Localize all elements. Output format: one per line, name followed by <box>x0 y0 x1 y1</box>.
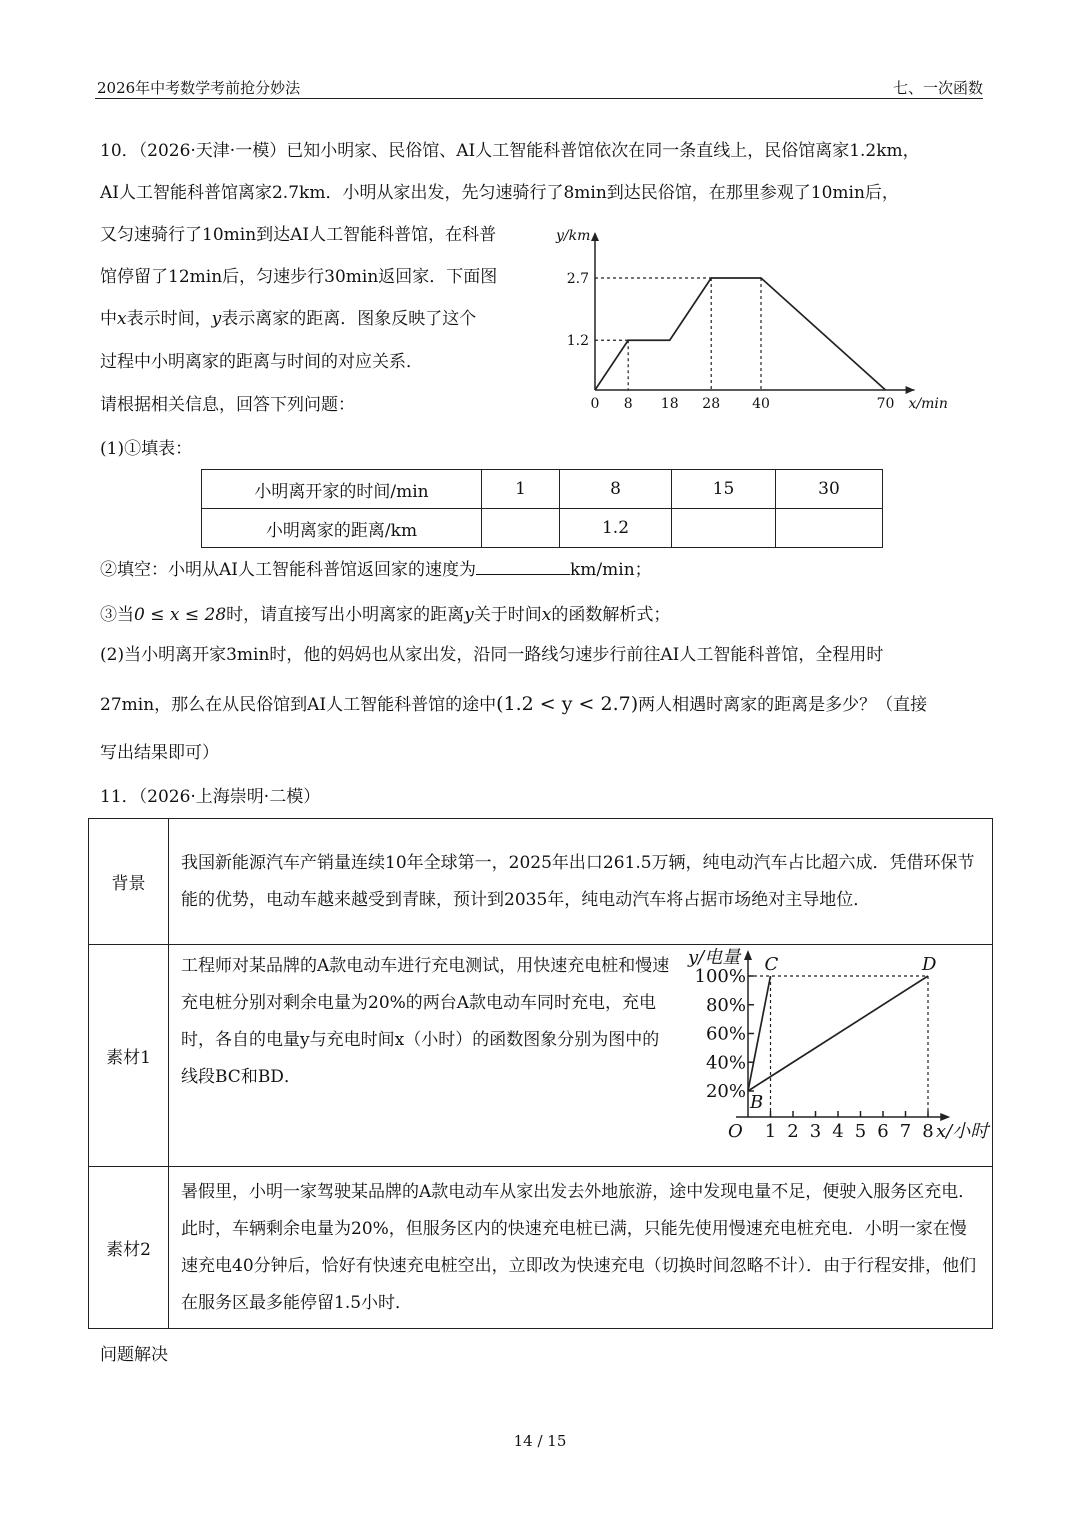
q10-part1-label: (1)①填表： <box>100 439 193 459</box>
table-cell: 1 <box>482 470 560 509</box>
x-tick-label: 5 <box>854 1121 867 1142</box>
y-tick-label: 20% <box>705 1081 746 1102</box>
q10-line-6: 过程中小明离家的距离与时间的对应关系． <box>100 352 423 372</box>
x-tick-label: 6 <box>877 1121 889 1142</box>
y-tick-label: 40% <box>705 1052 746 1074</box>
table-cell: 30 <box>776 470 883 509</box>
x-axis-arrow <box>940 1113 950 1121</box>
q10-part2-line-3: 写出结果即可） <box>100 743 219 763</box>
q11-material-table <box>88 818 993 1329</box>
point-c-label: C <box>764 954 779 975</box>
x-tick-label: 1 <box>764 1121 777 1142</box>
x-tick-label: 4 <box>832 1121 844 1142</box>
table-cell: 15 <box>672 470 776 509</box>
x-axis-label: x/min <box>908 396 948 412</box>
q10-line-4: 馆停留了12min后，匀速步行30min返回家．下面图 <box>100 267 498 287</box>
x-tick-label: 2 <box>787 1121 799 1142</box>
q10-line-2: AI人工智能科普馆离家2.7km．小明从家出发，先匀速骑行了8min到达民俗馆，在那里参观了10min后， <box>100 183 899 203</box>
x-tick-label: 7 <box>899 1121 912 1142</box>
x-tick-label: 40 <box>752 396 770 412</box>
q10-fill-table <box>201 469 883 548</box>
point-d-label: D <box>922 954 937 975</box>
origin-label: O <box>728 1121 743 1142</box>
q10-sub3: ③当0 ≤ x ≤ 28时，请直接写出小明离家的距离y关于时间x的函数解析式； <box>100 605 671 625</box>
row-content: 暑假里，小明一家驾驶某品牌的A款电动车从家出发去外地旅游，途中发现电量不足，便驶入服务区充电．此时，车辆剩余电量为20%，但服务区内的快速充电桩已满，只能先使用慢速充电桩充电．小明一家在慢速充电40分钟后，恰好有快速充电桩空出，立即改为快速充电（切换时间忽略不计）．由于行程安排，他们在服务区最多能停留1.5小时． <box>169 1167 993 1329</box>
x-tick-label: 0 <box>590 396 600 412</box>
q10-part2-line-1: (2)当小明离开家3min时，他的妈妈也从家出发，沿同一路线匀速步行前往AI人工智能科普馆，全程用时 <box>100 645 884 665</box>
y-axis-label: y/km <box>556 228 591 244</box>
table-row <box>89 1167 993 1329</box>
x-axis-label: x/小时 <box>936 1121 989 1142</box>
table-cell-blank[interactable] <box>482 509 560 548</box>
q10-line-3: 又匀速骑行了10min到达AI人工智能科普馆，在科普 <box>100 225 497 245</box>
table-cell: 1.2 <box>560 509 672 548</box>
y-tick-label: 100% <box>694 966 746 987</box>
point-b-label: B <box>750 1092 764 1113</box>
x-axis-arrow <box>906 386 915 394</box>
q11-charging-graph <box>686 947 1006 1165</box>
q10-line-7: 请根据相关信息，回答下列问题： <box>100 395 355 415</box>
page-number: 14 / 15 <box>513 1432 567 1450</box>
x-tick-label: 70 <box>876 396 895 412</box>
table-cell-blank[interactable] <box>672 509 776 548</box>
table-row <box>202 470 883 509</box>
y-axis-label: y/电量 <box>688 947 741 968</box>
table-head-distance: 小明离家的距离/km <box>202 509 482 548</box>
table-row <box>89 945 993 1167</box>
table-cell-blank[interactable] <box>776 509 883 548</box>
y-tick-label: 2.7 <box>566 271 589 287</box>
y-axis-arrow <box>591 232 599 241</box>
row-content: 工程师对某品牌的A款电动车进行充电测试，用快速充电桩和慢速充电桩分别对剩余电量为20%的两台A款电动车同时充电，充电时，各自的电量y与充电时间x（小时）的函数图象分别为图中的线段BC和BD． 1 2 3 4 5 6 7 8 100% 80% 60% 40% 20% O B C D y/电量 x/小时 <box>169 945 993 1167</box>
header-divider <box>95 98 983 99</box>
q11-title: 11．（2026·上海崇明·二模） <box>100 787 321 807</box>
row-content: 我国新能源汽车产销量连续10年全球第一，2025年出口261.5万辆，纯电动汽车占比超六成．凭借环保节能的优势，电动车越来越受到青睐，预计到2035年，纯电动汽车将占据市场绝对主导地位． <box>169 819 993 945</box>
x-tick-label: 28 <box>702 396 721 412</box>
y-tick-label: 1.2 <box>566 333 589 350</box>
q10-line-1: 10．（2026·天津·一模）已知小明家、民俗馆、AI人工智能科普馆依次在同一条直线上，民俗馆离家1.2km， <box>100 141 920 161</box>
segment-bd <box>748 976 928 1091</box>
x-tick-label: 18 <box>660 396 679 412</box>
row-label-material-1: 素材1 <box>89 945 169 1167</box>
y-axis-arrow <box>744 950 752 960</box>
y-tick-label: 60% <box>705 1023 746 1045</box>
q10-part2-line-2: 27min，那么在从民俗馆到AI人工智能科普馆的途中(1.2 < y < 2.7)两人相遇时离家的距离是多少？（直接 <box>100 693 928 715</box>
y-tick-label: 80% <box>705 994 746 1016</box>
table-cell: 8 <box>560 470 672 509</box>
header-chapter: 七、一次函数 <box>892 79 983 97</box>
q11-footer: 问题解决 <box>100 1345 168 1365</box>
table-row <box>202 509 883 548</box>
row-label-background: 背景 <box>89 819 169 945</box>
q10-sub2: ②填空：小明从AI人工智能科普馆返回家的速度为 km/min； <box>100 560 652 580</box>
x-tick-label: 8 <box>922 1121 934 1142</box>
q10-line-5: 中x表示时间，y表示离家的距离．图象反映了这个 <box>100 309 477 329</box>
header-title: 2026年中考数学考前抢分妙法 <box>97 79 301 97</box>
x-tick-label: 3 <box>809 1121 822 1142</box>
row-label-material-2: 素材2 <box>89 1167 169 1329</box>
x-tick-label: 8 <box>623 396 633 412</box>
table-row <box>89 819 993 945</box>
distance-line <box>595 278 886 390</box>
answer-blank[interactable] <box>476 558 570 575</box>
table-head-time: 小明离开家的时间/min <box>202 470 482 509</box>
q10-distance-graph <box>540 222 960 422</box>
